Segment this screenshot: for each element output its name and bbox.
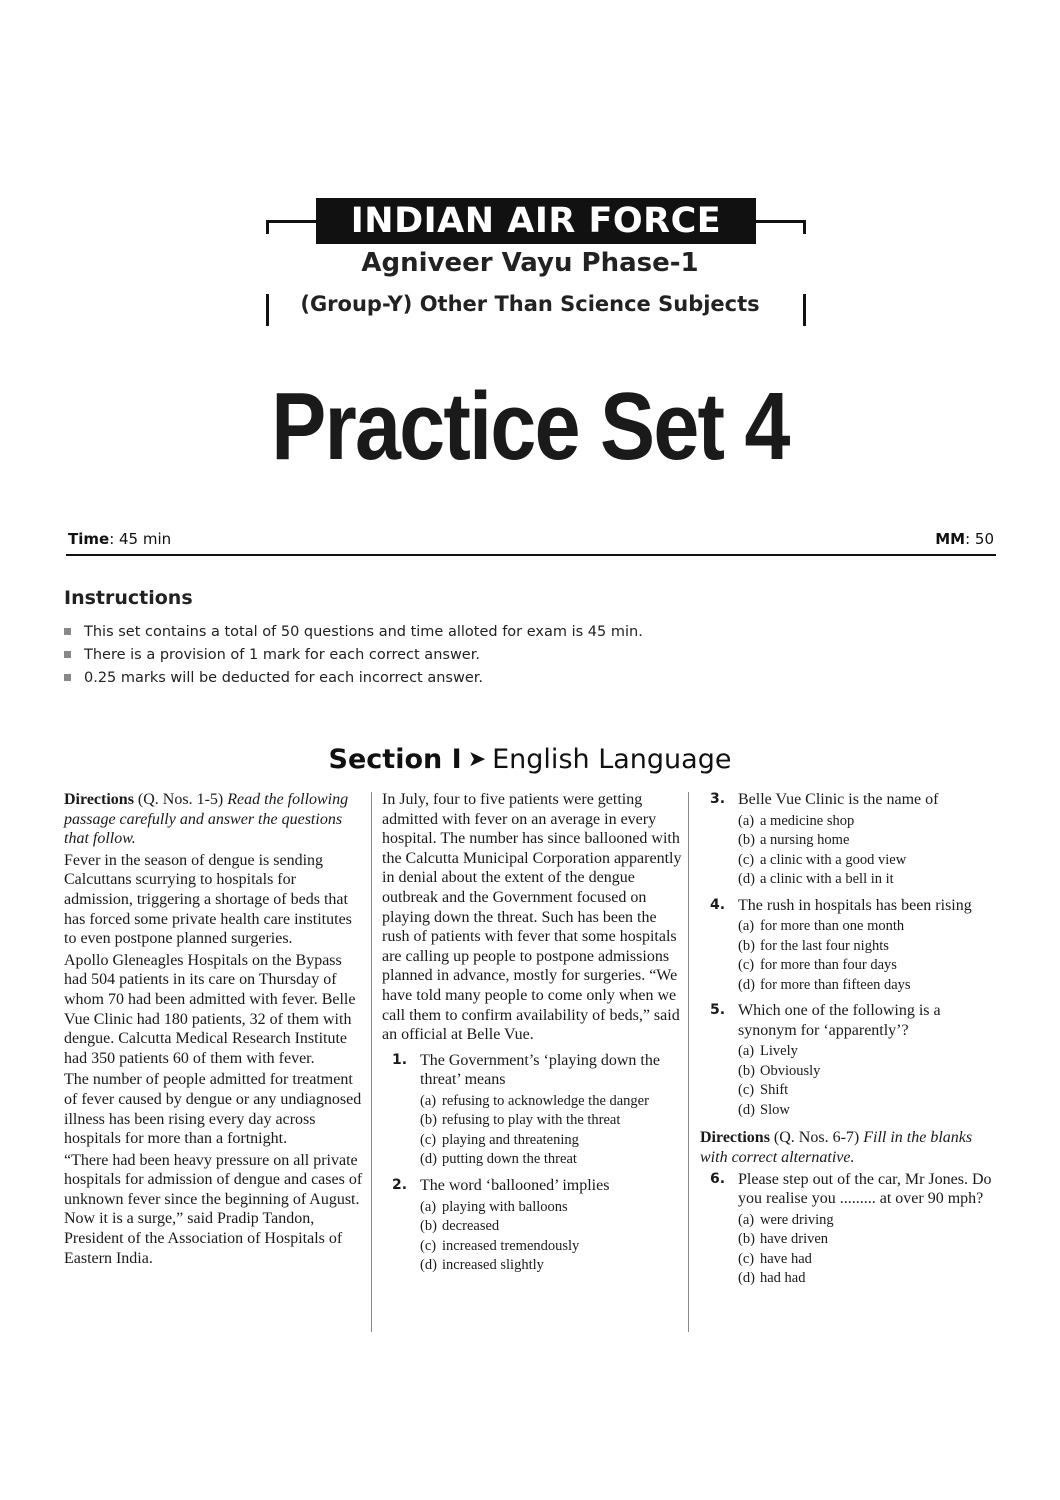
passage-paragraph: Fever in the season of dengue is sending Calcuttans scurrying to hospitals for admission, triggering a shortage of beds that has forced some private health care institutes to even postpone planned surgeries. — [64, 851, 352, 948]
question-1 — [382, 1051, 682, 1170]
options-list — [738, 1042, 1000, 1120]
option[interactable]: (b) a nursing home — [738, 832, 850, 849]
time-value: : 45 min — [109, 530, 172, 548]
question-5 — [700, 1001, 1000, 1120]
question-number: 5. — [710, 1002, 726, 1019]
passage-paragraph: Apollo Gleneagles Hospitals on the Bypass had 504 patients in its care on Thursday of whom 70 had been admitted with fever. Belle Vue Clinic had 180 patients, 32 of them with dengue. Calcutta Medical Research Institute had 350 patients 60 of them with fever. — [64, 951, 356, 1067]
section-heading — [0, 744, 1060, 775]
directions-range: (Q. Nos. 6-7) — [773, 1129, 860, 1147]
instruction-item: 0.25 marks will be deducted for each incorrect answer. — [64, 668, 964, 691]
section-name: English Language — [492, 744, 732, 775]
question-number: 2. — [392, 1176, 408, 1193]
option[interactable]: (c) have had — [738, 1250, 812, 1267]
option[interactable]: (a) refusing to acknowledge the danger — [420, 1092, 649, 1109]
column-1 — [64, 790, 364, 1270]
options-list — [738, 1211, 1000, 1289]
header-bracket-right — [803, 220, 806, 234]
question-number: 4. — [710, 896, 726, 913]
page-title: Practice Set 4 — [271, 373, 789, 480]
directions-range: (Q. Nos. 1-5) — [137, 791, 224, 808]
arrow-icon: ➤ — [467, 747, 487, 772]
question-number: 6. — [710, 1170, 726, 1187]
directions-text: Read the following passage carefully and answer the questions that follow. — [64, 791, 349, 848]
instruction-item: There is a provision of 1 mark for each correct answer. — [64, 645, 964, 668]
option[interactable]: (b) decreased — [420, 1218, 500, 1234]
marks-value: : 50 — [965, 530, 994, 548]
option[interactable]: (a) playing with balloons — [420, 1198, 568, 1215]
instruction-item: This set contains a total of 50 questions and time alloted for exam is 45 min. — [64, 622, 964, 645]
time-info — [68, 530, 171, 548]
directions-text: Fill in the blanks with correct alternative. — [700, 1129, 973, 1166]
option[interactable]: (a) for more than one month — [738, 918, 905, 935]
question-3 — [700, 790, 1000, 890]
option[interactable]: (c) Shift — [738, 1082, 789, 1099]
option[interactable]: (d) increased slightly — [420, 1257, 544, 1273]
instructions-list — [64, 622, 964, 691]
option[interactable]: (c) increased tremendously — [420, 1237, 580, 1254]
option[interactable]: (c) a clinic with a good view — [738, 851, 907, 868]
header-bracket-left — [266, 220, 269, 234]
option[interactable]: (a) were driving — [738, 1211, 834, 1228]
options-list — [738, 917, 1000, 995]
options-list — [420, 1092, 682, 1170]
question-text: Which one of the following is a synonym for ‘apparently’? — [738, 1002, 941, 1039]
exam-group: (Group-Y) Other Than Science Subjects — [300, 292, 760, 316]
instructions-title: Instructions — [64, 587, 193, 609]
option[interactable]: (d) a clinic with a bell in it — [738, 871, 894, 888]
question-text: Please step out of the car, Mr Jones. Do you realise you ......... at over 90 mph? — [738, 1170, 992, 1208]
option[interactable]: (d) for more than fifteen days — [738, 976, 911, 993]
exam-meta-bar — [66, 530, 996, 556]
exam-subtitle: Agniveer Vayu Phase-1 — [361, 248, 699, 278]
directions-1 — [64, 790, 364, 849]
column-3 — [700, 790, 1000, 1289]
question-text: The rush in hospitals has been rising — [738, 896, 972, 914]
column-divider — [688, 792, 689, 1332]
marks-label: MM — [935, 530, 966, 548]
option[interactable]: (d) putting down the threat — [420, 1151, 577, 1168]
directions-label: Directions — [700, 1129, 770, 1147]
question-text: The word ‘ballooned’ implies — [420, 1176, 610, 1194]
bullet-square-icon — [64, 674, 71, 681]
bullet-square-icon — [64, 651, 71, 658]
option[interactable]: (d) Slow — [738, 1101, 790, 1118]
option[interactable]: (c) for more than four days — [738, 957, 897, 974]
directions-2 — [700, 1128, 1000, 1167]
option[interactable]: (b) for the last four nights — [738, 937, 889, 954]
section-label: Section I — [328, 744, 462, 775]
options-list — [738, 812, 1000, 890]
marks-info — [935, 530, 994, 548]
column-2 — [382, 790, 682, 1276]
time-label: Time — [68, 530, 110, 548]
passage-paragraph: “There had been heavy pressure on all private hospitals for admission of dengue and cases of unknown fever since the beginning of August. Now it is a surge,” said Pradip Tandon, President of the Association of Hospitals of Eastern India. — [64, 1151, 363, 1267]
question-2 — [382, 1176, 682, 1276]
question-4 — [700, 896, 1000, 996]
option[interactable]: (a) Lively — [738, 1043, 798, 1060]
question-number: 3. — [710, 791, 726, 807]
question-text: Belle Vue Clinic is the name of — [738, 791, 939, 808]
question-6 — [700, 1170, 1000, 1289]
brand-banner: INDIAN AIR FORCE — [316, 198, 756, 244]
option[interactable]: (c) playing and threatening — [420, 1131, 579, 1148]
passage-paragraph: In July, four to five patients were getting admitted with fever on an average in every hospital. The number has since ballooned with the Calcutta Municipal Corporation apparently in denial about the extent of the dengue outbreak and the Government focused on playing down the threat. Such has been the rush of patients with fever that some hospitals are calling up people to postpone admissions planned in advance, mostly for surgeries. “We have told many people to come only when we call them to confirm availability of beds,” said an official at Belle Vue. — [382, 791, 682, 1044]
column-divider — [371, 792, 372, 1332]
bullet-square-icon — [64, 628, 71, 635]
question-number: 1. — [392, 1051, 408, 1068]
option[interactable]: (d) had had — [738, 1270, 806, 1287]
directions-label: Directions — [64, 791, 134, 808]
option[interactable]: (b) have driven — [738, 1231, 829, 1248]
option[interactable]: (a) a medicine shop — [738, 812, 855, 829]
passage-paragraph: The number of people admitted for treatment of fever caused by dengue or any undiagnosed illness has been rising every day across hospitals for more than a fortnight. — [64, 1071, 362, 1148]
question-text: The Government’s ‘playing down the threat’ means — [420, 1051, 660, 1089]
option[interactable]: (b) refusing to play with the threat — [420, 1112, 621, 1129]
exam-header — [0, 198, 1060, 338]
option[interactable]: (b) Obviously — [738, 1062, 821, 1079]
options-list — [420, 1198, 682, 1276]
